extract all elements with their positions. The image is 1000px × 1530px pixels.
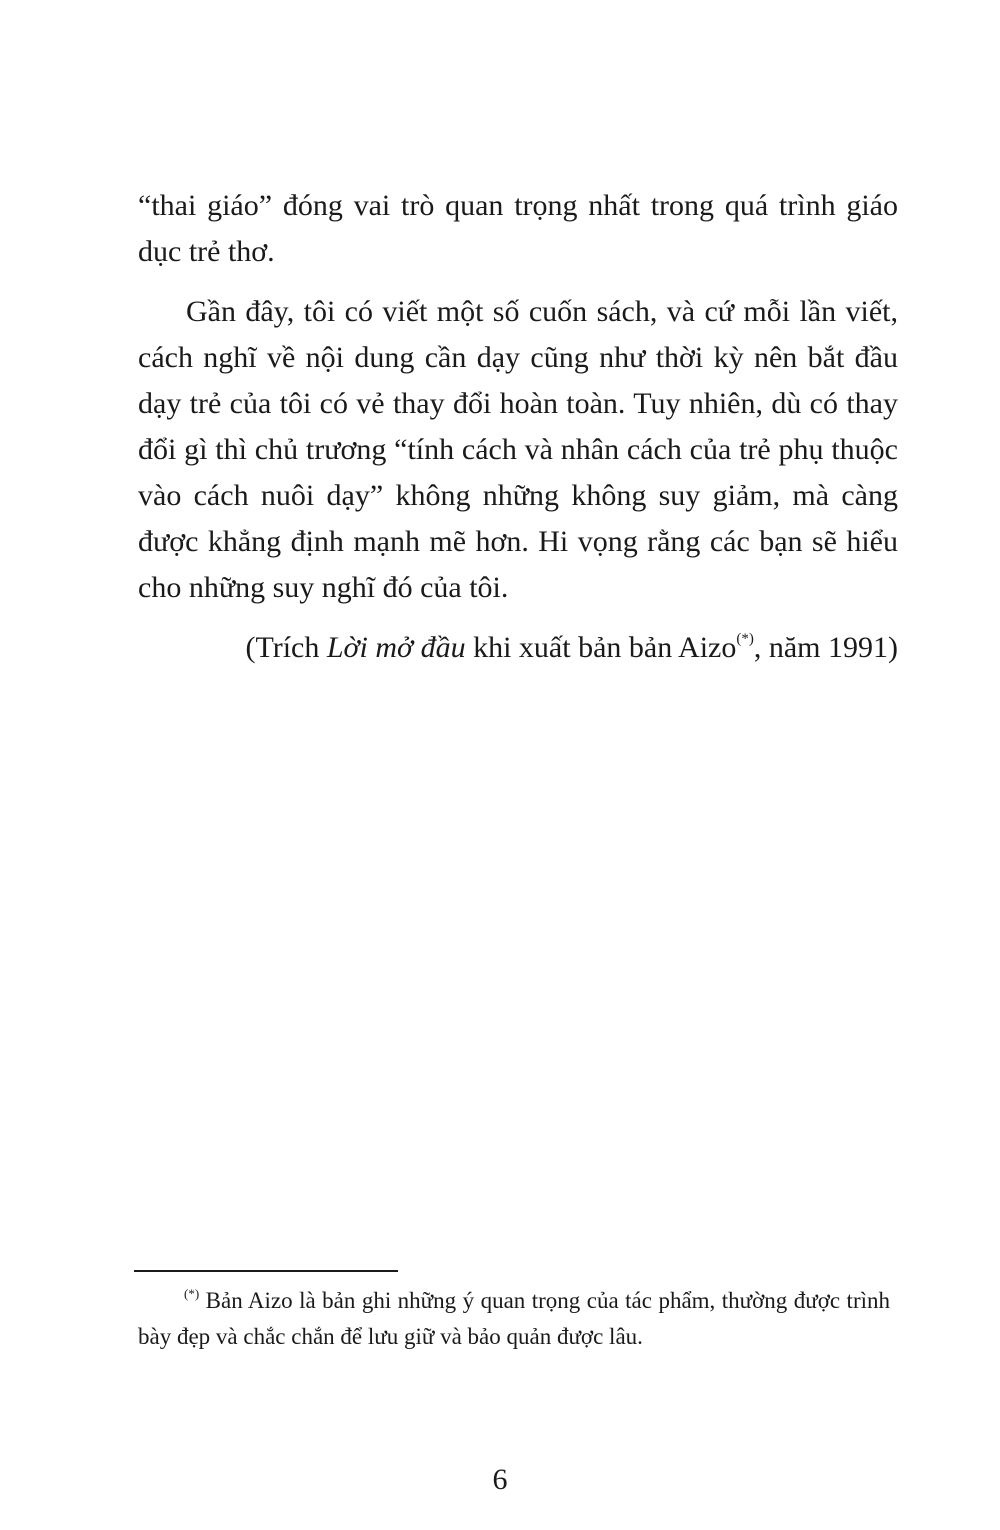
paragraph-continued: “thai giáo” đóng vai trò quan trọng nhất trong quá trình giáo dục trẻ thơ.: [138, 189, 898, 268]
footnote-divider: [134, 1270, 398, 1272]
footnote-body: Bản Aizo là bản ghi những ý quan trọng của tác phẩm, thường được trình bày đẹp và chắc chắn để lưu giữ và bảo quản được lâu.: [138, 1288, 890, 1349]
citation-italic-title: Lời mở đầu: [326, 631, 466, 664]
footnote: [138, 1283, 890, 1355]
citation-prefix: (Trích: [245, 631, 327, 664]
paragraph: Gần đây, tôi có viết một số cuốn sách, và cứ mỗi lần viết, cách nghĩ về nội dung cần dạy cũng như thời kỳ nên bắt đầu dạy trẻ của tôi có vẻ thay đổi hoàn toàn. Tuy nhiên, dù có thay đổi gì thì chủ trương “tính cách và nhân cách của trẻ phụ thuộc vào cách nuôi dạy” không những không suy giảm, mà càng được khẳng định mạnh mẽ hơn. Hi vọng rằng các bạn sẽ hiểu cho những suy nghĩ đó của tôi.: [138, 295, 898, 604]
footnote-marker: (*): [184, 1286, 200, 1301]
page-number: 6: [492, 1463, 508, 1496]
citation-suffix: , năm 1991): [753, 631, 898, 664]
citation-line: [138, 625, 898, 671]
body-text: [138, 183, 898, 671]
footnote-text: [138, 1283, 890, 1355]
footnote-reference: (*): [736, 631, 754, 647]
citation-middle: khi xuất bản bản Aizo: [465, 631, 737, 664]
